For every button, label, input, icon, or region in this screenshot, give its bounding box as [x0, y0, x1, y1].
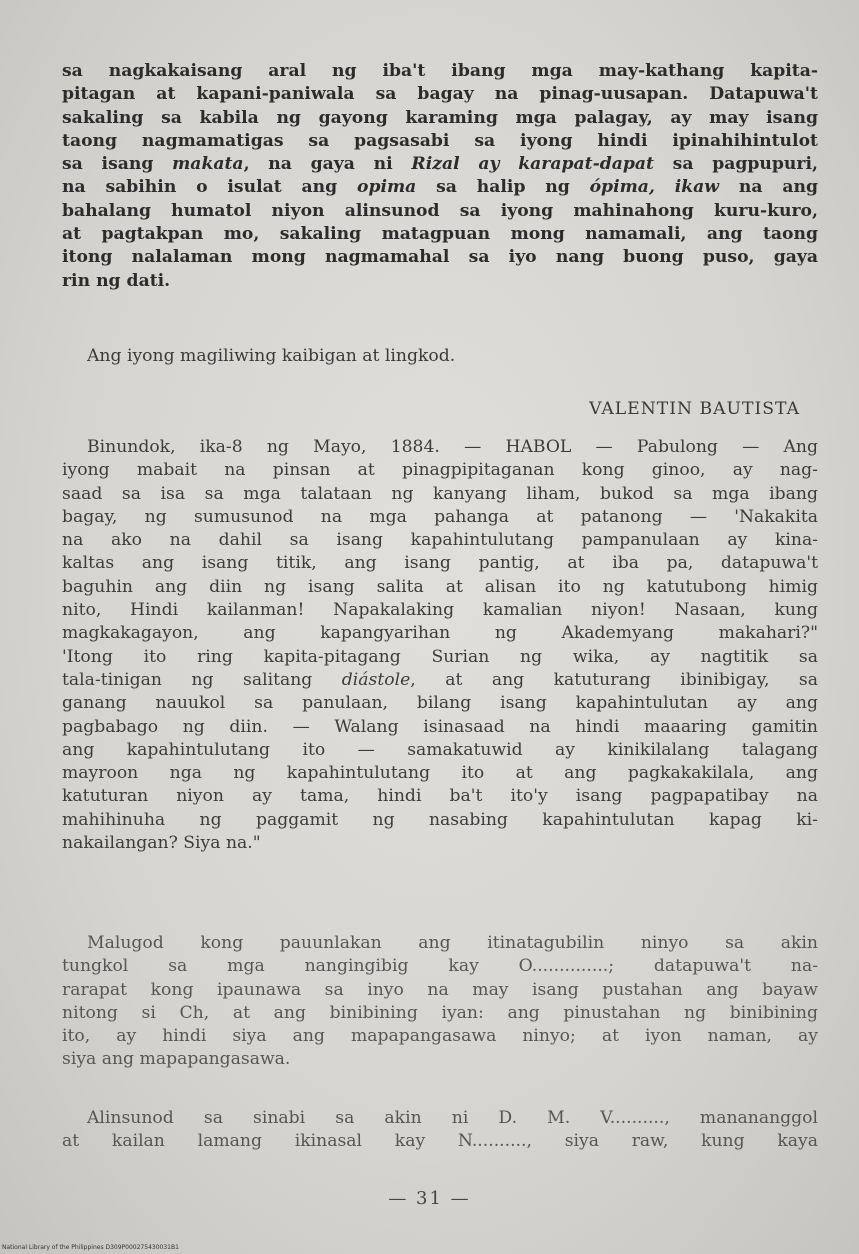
text-line: mahihinuha ng paggamit ng nasabing kapahintulutan kapag ki-	[62, 809, 818, 830]
text-line: pitagan at kapani-paniwala sa bagay na pinag-uusapan. Datapuwa't	[62, 84, 818, 105]
text-line: tungkol sa mga nangingibig kay O..............; datapuwa't na-	[62, 956, 818, 977]
text-line: na ako na dahil sa isang kapahintulutang pampanulaan ay kina-	[62, 530, 818, 551]
text-line: katuturan niyon ay tama, hindi ba't ito'y isang pagpapatibay na	[62, 786, 818, 807]
text-line: siya ang mapapangasawa.	[62, 1049, 291, 1070]
text-line: sa nagkakaisang aral ng iba't ibang mga may-kathang kapita-	[62, 61, 818, 81]
text-line: saad sa isa sa mga talataan ng kanyang liham, bukod sa mga ibang	[62, 483, 818, 504]
text-line: at pagtakpan mo, sakaling matagpuan mong namamali, ang taong	[62, 224, 818, 245]
paragraph-malugod	[62, 932, 818, 1072]
page-number: — 31 —	[388, 1188, 471, 1209]
text-line: magkakagayon, ang kapangyarihan ng Akademyang makahari?"	[62, 623, 818, 644]
signature-block	[62, 398, 818, 421]
closing-text: Ang iyong magiliwing kaibigan at lingkod.	[87, 346, 456, 366]
text-line: rin ng dati.	[62, 270, 171, 291]
text-line: tala-tinigan ng salitang diástole, at ang katuturang ibinibigay, sa	[62, 669, 819, 690]
text-line: sa isang makata, na gaya ni Rizal ay karapat-dapat sa pagpupuri,	[62, 154, 818, 175]
paragraph-alinsunod	[62, 1107, 818, 1154]
text-line: rarapat kong ipaunawa sa inyo na may isang pustahan ang bayaw	[62, 979, 818, 1000]
text-line: baguhin ang diin ng isang salita at alisan ito ng katutubong himig	[62, 576, 818, 597]
text-line: sakaling sa kabila ng gayong karaming mga palagay, ay may isang	[62, 107, 818, 128]
text-line: nakailangan? Siya na."	[62, 833, 261, 854]
text-line: nitong si Ch, at ang binibining iyan: ang pinustahan ng binibining	[62, 1002, 818, 1023]
text-line: at kailan lamang ikinasal kay N.........., siya raw, kung kaya	[62, 1131, 818, 1152]
text-line: ganang nauukol sa panulaan, bilang isang kapahintulutan ay ang	[62, 693, 818, 714]
text-line: nito, Hindi kailanman! Napakalaking kamalian niyon! Nasaan, kung	[62, 600, 818, 621]
paragraph-habol	[62, 436, 818, 855]
text-line: kaltas ang isang titik, ang isang pantig, at iba pa, datapuwa't	[62, 553, 818, 574]
text-line: na sabihin o isulat ang opima sa halip ng ópima, ikaw na ang	[62, 177, 818, 198]
text-line: Alinsunod sa sinabi sa akin ni D. M. V.........., mananangg​ol	[87, 1108, 818, 1128]
text-line: itong nalalaman mong nagmamahal sa iyo nang buong puso, gaya	[62, 247, 818, 268]
text-line: ang kapahintulutang ito — samakatuwid ay kinikilalang talagang	[62, 739, 818, 760]
text-line: Binundok, ika-8 ng Mayo, 1884. — HABOL — Pabulong — Ang	[87, 437, 818, 457]
text-line: bahalang humatol niyon alinsunod sa iyong mahinahong kuru-kuro,	[62, 200, 818, 221]
text-line: pagbabago ng diin. — Walang isinasaad na hindi maaaring gamitin	[62, 716, 818, 737]
footer-credit: National Library of the Philippines D309P000275430031B1	[2, 1244, 179, 1251]
paragraph-opening	[62, 60, 818, 293]
text-line: mayroon nga ng kapahintulutang ito at ang pagkakakilala, ang	[62, 763, 818, 784]
text-line: iyong mabait na pinsan at pinagpipitaganan kong ginoo, ay nag-	[62, 460, 818, 481]
text-line: 'Itong ito ring kapita-pitagang Surian ng wika, ay nagtitik sa	[62, 646, 818, 667]
closing-line	[62, 345, 818, 368]
text-line: Malugod kong pauunlakan ang itinatagubilin ninyo sa akin	[87, 933, 818, 953]
signature-name: VALENTIN BAUTISTA	[589, 399, 800, 419]
text-line: ito, ay hindi siya ang mapapangasawa ninyo; at iyon naman, ay	[62, 1026, 818, 1047]
text-line: bagay, ng sumusunod na mga pahanga at patanong — 'Nakakita	[62, 506, 818, 527]
text-line: taong nagmamatigas sa pagsasabi sa iyong hindi ipinahihintulot	[62, 130, 818, 151]
